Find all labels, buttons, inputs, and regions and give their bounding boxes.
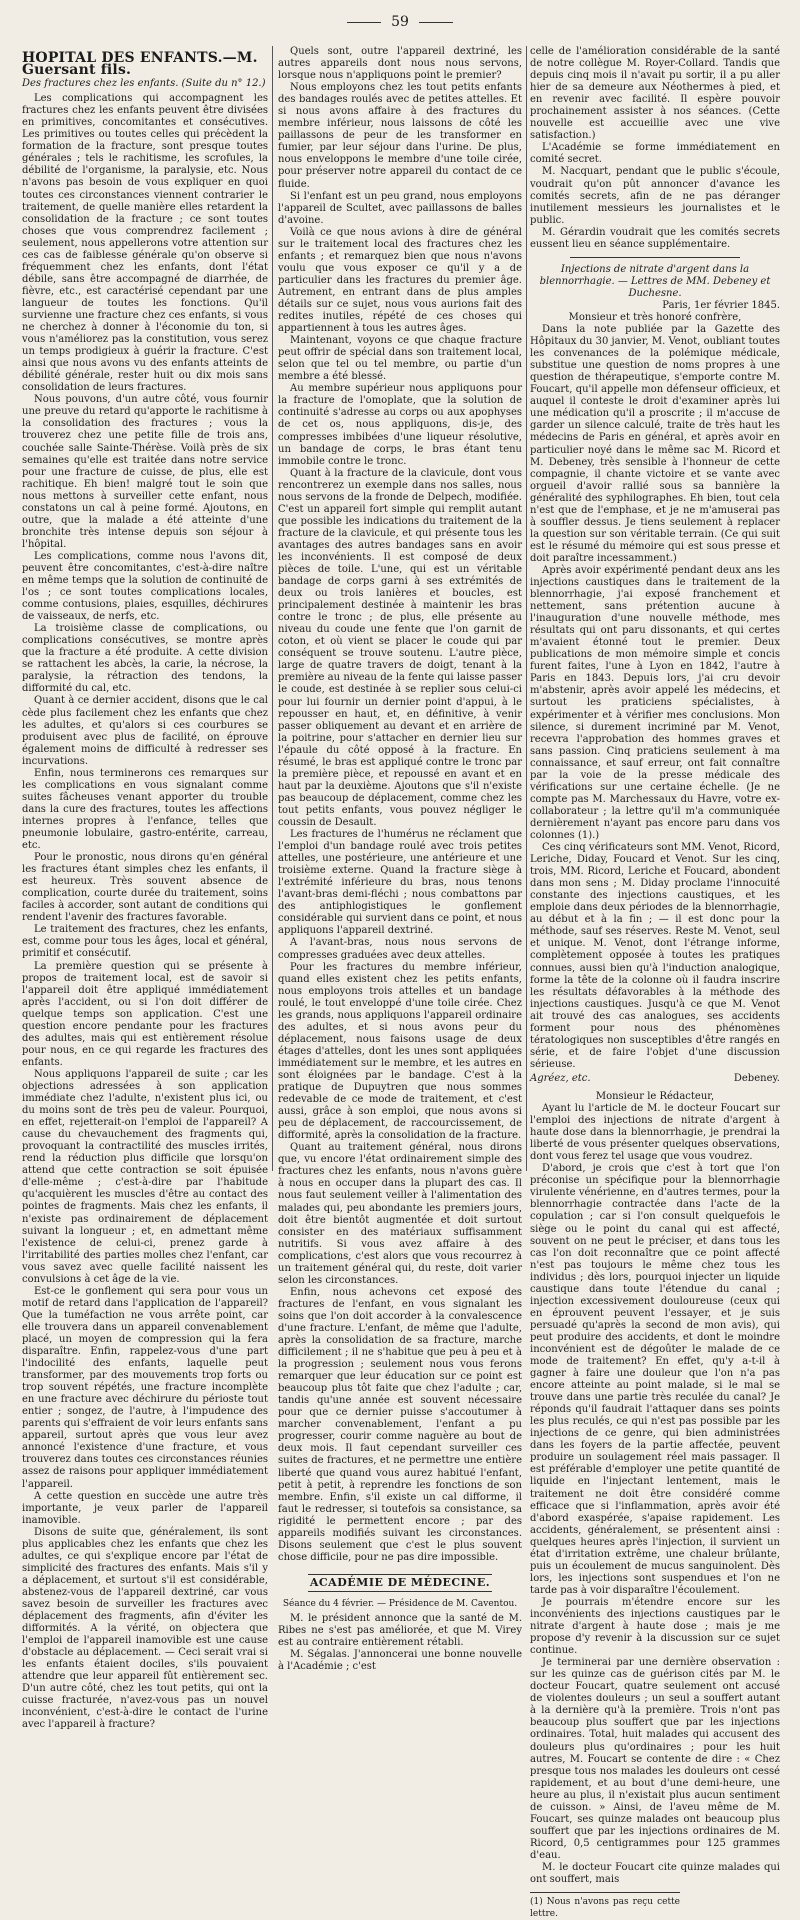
column-3: [530, 46, 780, 1920]
paragraph: Les fractures de l'humérus ne réclament que l'emploi d'un bandage roulé avec trois petites attelles, une postérieure, une antérieure et une troisième externe. Quand la fracture siège à l'extrémité inférieure du bras, nous tenons l'avant-bras demi-fléchi ; nous combattons par des antiphlogistiques le gonflement considérable qui survient dans ce point, et nous appliquons l'appareil dextriné.: [278, 829, 522, 937]
paragraph: Disons de suite que, généralement, ils sont plus applicables chez les enfants que chez les adultes, ce qui s'explique encore par l'état de simplicité des fractures des enfants. Mais s'il y a déplacement, et surtout s'il est considérable, abstenez-vous de l'appareil dextriné, car vous savez besoin de surveiller les fractures avec déplacement des fragments, afin d'éviter les difformités. A la vérité, on objectera que l'emploi de l'appareil inamovible est une cause d'obstacle au déplacement. — Ceci serait vrai si les enfants étaient dociles, s'ils pouvaient attendre que leur appareil fût entièrement sec. D'un autre côté, chez les tout petits, qui ont la cuisse fracturée, n'avez-vous pas un nouvel inconvénient, c'est-à-dire le contact de l'urine avec l'appareil à fracture?: [22, 1526, 268, 1731]
letter-title: Injections de nitrate d'argent dans la blennorrhagie. — Lettres de MM. Debeney et Duchesne.: [539, 263, 771, 299]
paragraph: Pour le pronostic, nous dirons qu'en général les fractures étant simples chez les enfants, il est heureux. Très souvent absence de complication, courte durée du traitement, soins faciles à accorder, sont autant de conditions qui rendent l'avenir des fractures favorable.: [22, 852, 268, 924]
paragraph: M. le docteur Foucart cite quinze malades qui ont souffert, mais: [530, 1861, 780, 1886]
salutation: Monsieur le Rédacteur,: [595, 1090, 715, 1102]
paragraph: Je terminerai par une dernière observation : sur les quinze cas de guérison cités par M. le docteur Foucart, quatre seulement ont accusé de violentes douleurs ; un seul a souffert autant à la dernière qu'à la première. Trois n'ont pas beaucoup plus souffert que par les injections ordinaires. Total, huit malades qui accusent des douleurs plus qu'ordinaires ; pour les huit autres, M. Foucart se contente de dire : « Chez presque tous nos malades les douleurs ont cessé rapidement, et au bout d'une demi-heure, une heure au plus, il n'existait plus aucun sentiment de cuisson. » Ainsi, de l'aveu même de M. Foucart, ses quinze malades ont beaucoup plus souffert que par les injections ordinaires de M. Ricord, 0,5 centigrammes pour 125 grammes d'eau.: [530, 1657, 780, 1861]
paragraph: M. Gérardin voudrait que les comités secrets eussent lieu en séance supplémentaire.: [530, 226, 780, 250]
salutation: Monsieur et très honoré confrère,: [568, 311, 742, 323]
column-2: [278, 46, 522, 1673]
dateline: Paris, 1er février 1845.: [662, 299, 780, 311]
paragraph: A cette question en succède une autre très importante, je veux parler de l'appareil inamovible.: [22, 1490, 268, 1526]
section-title: ACADÉMIE DE MÉDECINE.: [309, 1575, 491, 1589]
paragraph: Au membre supérieur nous appliquons pour la fracture de l'omoplate, que la solution de continuité s'adresse au corps ou aux apophyses de cet os, nous appliquons, dis-je, des compresses imbibées d'une liqueur résolutive, un bandage de corps, le bras étant tenu immobile contre le tronc.: [278, 383, 522, 467]
paragraph: Enfin, nous terminerons ces remarques sur les complications en vous signalant comme suites fâcheuses venant apporter du trouble dans la cure des fractures, toutes les affections internes propres à l'enfance, telles que pneumonie lobulaire, gastro-entérite, carreau, etc.: [22, 767, 268, 852]
paragraph: Nous pouvons, d'un autre côté, vous fournir une preuve du retard qu'apporte le rachitisme à la consolidation des fractures ; vous la trouverez chez une petite fille de trois ans, couchée salle Sainte-Thérèse. Voilà près de six semaines qu'elle est traitée dans notre service pour une fracture de cuisse, de plus, elle est rachitique. Eh bien! malgré tout le soin que nous mettons à surveiller cette enfant, nous constatons un cal à peine formé. Ajoutons, en outre, que la malade a été atteinte d'une bronchite très intense depuis son séjour à l'hôpital.: [22, 394, 268, 550]
paragraph: Voilà ce que nous avions à dire de général sur le traitement local des fractures chez les enfants ; et remarquez bien que nous n'avons voulu que vous exposer ce qu'il y a de particulier dans les fractures du premier âge. Autrement, en entrant dans de plus amples détails sur ce sujet, nous vous aurions fait des redites inutiles, répété de ces choses qui appartiennent à tous les autres âges.: [278, 226, 522, 335]
paragraph: Les complications qui accompagnent les fractures chez les enfants peuvent être divisées en primitives, concomitantes et consécutives. Les primitives ou toutes celles qui précèdent la formation de la fracture, sont presque toutes générales ; tels le rachitisme, les scrofules, la débilité de l'organisme, la paralysie, etc. Nous n'avons pas besoin de vous expliquer en quoi toutes ces circonstances viennent contrarier le traitement, de quelle manière elles retardent la consolidation de la fracture ; ce sont toutes choses que vous comprendrez facilement ; seulement, nous appellerons votre attention sur ces cas de faiblesse générale qu'on observe si fréquemment chez les enfants, dont l'état débile, sans être accompagné de diarrhée, de fièvre, etc., est caractérisé cependant par une langueur de toutes les fonctions. Qu'il survienne une fracture chez ces enfants, si vous ne cherchez à donner à l'économie du ton, si vous n'améliorez pas la constitution, vous serez un temps prodigieux à guérir la fracture. C'est ainsi que nous avons vu des enfants atteints de débilité générale, rester huit ou dix mois sans consolidation de leurs fractures.: [22, 93, 268, 394]
paragraph: L'Académie se forme immédiatement en comité secret.: [530, 142, 780, 166]
signature: Debeney.: [733, 1072, 780, 1084]
paragraph: Maintenant, voyons ce que chaque fracture peut offrir de spécial dans son traitement local, selon que tel ou tel membre, ou partie d'un membre a été blessé.: [278, 335, 522, 383]
paragraph: Est-ce le gonflement qui sera pour vous un motif de retard dans l'application de l'appareil? Que la tuméfaction ne vous arrête point, car elle trouvera dans un appareil convenablement placé, un moyen de compression qui la fera disparaître. Enfin, rappelez-vous d'une part l'indocilité des enfants, laquelle peut transformer, par des mouvements trop forts ou trop souvent répétés, une fracture incomplète en une fracture avec déchirure du périoste tout entier ; songez, de l'autre, à l'impudence des parents qui s'effraient de voir leurs enfants sans appareil, surtout après que vous leur avez annoncé l'existence d'une fracture, et vous trouverez dans toutes ces circonstances réunies assez de raisons pour appliquer immédiatement l'appareil.: [22, 1285, 268, 1490]
column-rule: [526, 46, 527, 1171]
section-header: [278, 1574, 522, 1592]
paragraph: La troisième classe de complications, ou complications consécutives, se montre après que la fracture a été produite. A cette division se rattachent les abcès, la carie, la nécrose, la paralysie, la rétraction des tendons, la difformité du cal, etc.: [22, 623, 268, 695]
paragraph: Enfin, nous achevons cet exposé des fractures de l'enfant, en vous signalant les soins que l'on doit accorder à la convalescence d'une fracture. L'enfant, de même que l'adulte, après la consolidation de sa fracture, marche difficilement ; il ne s'habitue que peu à peu et à la progression ; seulement nous vous ferons remarquer que leur éducation sur ce point est beaucoup plus tôt faite que chez l'adulte ; car, tandis qu'une année est souvent nécessaire pour que ce dernier puisse s'accoutumer à marcher convenablement, l'enfant a pu progresser, courir comme naguère au bout de deux mois. Il faut cependant surveiller ces suites de fractures, et ne permettre une entière liberté que quand vous aurez habitué l'enfant, petit à petit, à reprendre les fonctions de son membre. Enfin, s'il existe un cal difforme, il faut le redresser, si toutefois sa consistance, sa rigidité le permettent encore ; par des appareils modifiés suivant les circonstances. Disons seulement que c'est le plus souvent chose difficile, pour ne pas dire impossible.: [278, 1286, 522, 1563]
paragraph: Nous employons chez les tout petits enfants des bandages roulés avec de petites attelles. Et si nous avons affaire à des fractures du membre inférieur, nous laissons de côté les paillassons de peur de les transformer en fumier, par leur séjour dans l'urine. De plus, nous enveloppons le membre d'une toile cirée, pour préserver notre appareil du contact de ce fluide.: [278, 82, 522, 190]
paragraph: La première question qui se présente à propos de traitement local, est de savoir si l'appareil doit être appliqué immédiatement après l'accident, ou si l'on doit différer de quelque temps son application. C'est une question encore pendante pour les fractures des adultes, mais qui est entièrement résolue pour nous, en ce qui regarde les fractures des enfants.: [22, 960, 268, 1068]
paragraph: Je pourrais m'étendre encore sur les inconvénients des injections caustiques par le nitrate d'argent à haute dose ; mais je me propose d'y revenir à la discussion sur ce sujet continue.: [530, 1596, 780, 1657]
paragraph: Les complications, comme nous l'avons dit, peuvent être concomitantes, c'est-à-dire naître en même temps que la solution de continuité de l'os ; ce sont toutes complications locales, comme contusions, plaies, esquilles, déchirures de vaisseaux, de nerfs, etc.: [22, 550, 268, 623]
paragraph: Quant au traitement général, nous dirons que, vu encore l'état ordinairement simple des fractures chez les enfants, nous n'avons guère à nous en occuper dans la plupart des cas. Il nous faut seulement veiller à l'alimentation des malades qui, peu abondante les premiers jours, doit être bientôt augmentée et doit surtout consister en des matériaux suffisamment nutritifs. Si vous avez affaire à des complications, c'est alors que vous recourrez à un traitement général qui, du reste, doit varier selon les circonstances.: [278, 1142, 522, 1286]
paragraph: Ces cinq vérificateurs sont MM. Venot, Ricord, Leriche, Diday, Foucard et Venot. Sur les cinq, trois, MM. Ricord, Leriche et Foucard, abondent dans mon sens ; M. Diday proclame l'innocuité constante des injections caustiques, et les emploie dans deux périodes de la blennorrhagie, au début et à la fin ; — il est donc pour la méthode, sauf ses réserves. Reste M. Venot, seul et unique. M. Venot, dont l'étrange informe, complètement opposée à toutes les pratiques connues, aussi bien qu'à l'induction analogique, forme la tête de la colonne où il faudra inscrire les résultats défavorables à la méthode des injections caustiques. Jusqu'à ce que M. Venot ait trouvé des cas analogues, ses accidents forment pour nous des phénomènes tératologiques non susceptibles d'être rangés en série, et de faire l'objet d'une discussion sérieuse.: [530, 842, 780, 1070]
article-title: HOPITAL DES ENFANTS.—M. Guersant fils.: [22, 50, 258, 79]
divider: [308, 1574, 492, 1575]
paragraph: M. Nacquart, pendant que le public s'écoule, voudrait qu'on pût annoncer d'avance les comités secrets, afin de ne pas déranger inutilement messieurs les journalistes et le public.: [530, 166, 780, 226]
paragraph: M. Ségalas. J'annoncerai une bonne nouvelle à l'Académie ; c'est: [278, 1649, 522, 1673]
seance-line: Séance du 4 février. — Présidence de M. Caventou.: [282, 1598, 518, 1609]
paragraph: Quant à ce dernier accident, disons que le cal cède plus facilement chez les enfants que chez les adultes, et qu'alors si ces courbures se produisent avec plus de facilité, on éprouve également moins de difficulté à redresser ses incurvations.: [22, 695, 268, 767]
paragraph: Le traitement des fractures, chez les enfants, est, comme pour tous les âges, local et général, primitif et consécutif.: [22, 924, 268, 960]
footnote: (1) Nous n'avons pas reçu cette lettre.: [530, 1892, 680, 1920]
column-1: [22, 46, 268, 1731]
paragraph: Ayant lu l'article de M. le docteur Foucart sur l'emploi des injections de nitrate d'argent à haute dose dans la blennorrhagie, je prendrai la liberté de vous présenter quelques observations, dont vous ferez tel usage que vous voudrez.: [530, 1103, 780, 1163]
paragraph: Quels sont, outre l'appareil dextriné, les autres appareils dont nous nous servons, lorsque nous n'appliquons point le premier?: [278, 46, 522, 82]
paragraph: Dans la note publiée par la Gazette des Hôpitaux du 30 janvier, M. Venot, oubliant toutes les convenances de la polémique médicale, substitue une question de noms propres à une question de thérapeutique, s'emporte contre M. Foucart, qu'il appelle mon défenseur officieux, et auquel il conteste le droit d'examiner après lui une médication qu'il a proscrite ; il m'accuse de garder un silence calculé, traite de très haut les médecins de Paris en général, et après avoir en particulier noyé dans le même sac M. Ricord et M. Debeney, très sensible à l'honneur de cette compagnie, il chante victoire et se vante avec orgueil d'avoir rallié sous sa bannière la généralité des syphilographes. Eh bien, tout cela n'est que de l'emphase, et je ne m'amuserai pas à souffler dessus. Je tiens seulement à replacer la question sur son véritable terrain. (Ce qui suit est le résumé du mémoire qui est sous presse et doit paraître incessamment.): [530, 324, 780, 564]
paragraph: Pour les fractures du membre inférieur, quand elles existent chez les petits enfants, nous employons trois attelles et un bandage roulé, le tout enveloppé d'une toile cirée. Chez les grands, nous appliquons l'appareil ordinaire des adultes, et si nous avons peur du déplacement, nous faisons usage de deux étages d'attelles, dont les unes sont appliquées immédiatement sur le membre, et les autres en sont éloignées par le bandage. C'est à la pratique de Dupuytren que nous sommes redevable de ce mode de traitement, et c'est aussi, grâce à son emploi, que nous avons si peu de déplacement, de raccourcissement, de difformité, après la consolidation de la fracture.: [278, 961, 522, 1142]
closing: Agréez, etc.: [530, 1072, 591, 1084]
article-subtitle: Des fractures chez les enfants. (Suite du n° 12.): [22, 78, 266, 90]
column-rule: [272, 46, 273, 1171]
paragraph: D'abord, je crois que c'est à tort que l'on préconise un spécifique pour la blennorrhagie virulente vénérienne, en d'autres termes, pour la blennorrhagie contractée dans l'acte de la copulation ; car si l'on consult quelquefois le siège ou le point du canal qui est affecté, souvent on ne peut le préciser, et dans tous les cas l'on doit reconnaître que ce point affecté n'est pas toujours le même chez tous les individus ; dès lors, pourquoi injecter un liquide caustique dans toute l'étendue du canal ; injection excessivement douloureuse (ceux qui en éprouvent peuvent l'essayer, et je suis persuadé qu'après la second de mon avis), qui peut produire des accidents, et dont le moindre inconvénient est de dégoûter le malade de ce mode de traitement? En effet, qu'y a-t-il à gagner à faire une douleur que l'on n'a pas encore atteinte au point malade, si le mal se trouve dans une partie très reculée du canal? Je réponds qu'il faudrait l'attaquer dans ses points les plus reculés, ce qui n'est pas possible par les injections de ce genre, qui bien administrées dans les foyers de la partie affectée, peuvent produire un soulagement réel mais passager. Il est préférable d'employer une petite quantité de liquide en l'injectant lentement, mais le traitement ne doit être considéré comme efficace que si l'inflammation, après avoir été d'abord exaspérée, s'apaise rapidement. Les accidents, généralement, se présentent ainsi : quelques heures après l'injection, il survient un état d'irritation extrême, une chaleur brûlante, puis un écoulement de mucus sanguinolent. Dès lors, les injections sont suspendues et l'on ne tarde pas à voir disparaître l'écoulement.: [530, 1163, 780, 1596]
paragraph: celle de l'amélioration considérable de la santé de notre collègue M. Royer-Collard. Tandis que depuis cinq mois il n'avait pu sortir, il a pu aller hier de sa demeure aux Néothermes à pied, et en revenir avec facilité. Il espère pouvoir prochainement assister à nos séances. (Cette nouvelle est accueillie avec une vive satisfaction.): [530, 46, 780, 142]
paragraph: Après avoir expérimenté pendant deux ans les injections caustiques dans le traitement de la blennorrhagie, j'ai exposé franchement et nettement, sans prétention aucune à l'inauguration d'une nouvelle méthode, mes résultats qui ont paru dissonants, et qui certes m'avaient étonné tout le premier. Deux publications de mon mémoire simple et concis furent faites, l'une à Lyon en 1842, l'autre à Paris en 1843. Depuis lors, j'ai cru devoir m'abstenir, après avoir appelé les médecins, et surtout les praticiens spécialistes, à expérimenter et à vérifier mes conclusions. Mon silence, si durement incriminé par M. Venot, recevra l'approbation des hommes graves et sans passion. Cinq praticiens seulement à ma connaissance, et sauf erreur, ont fait connaître par la voie de la presse médicale des vérifications sur une certaine échelle. (Je ne compte pas M. Marchessaux du Havre, votre ex-collaborateur ; la lettre qu'il m'a communiquée dernièrement n'ayant pas encore paru dans vos colonnes (1).): [530, 564, 780, 841]
divider: [308, 1591, 492, 1592]
paragraph: Nous appliquons l'appareil de suite ; car les objections adressées à son application immédiate chez l'adulte, n'existent plus ici, ou du moins sont de très peu de valeur. Pourquoi, en effet, rejetterait-on l'emploi de l'appareil? A cause du chevauchement des fragments qui, provoquant la contractilité des muscles irrités, rend la réduction plus difficile que lorsqu'on attend que cette contraction se soit épuisée d'elle-même ; c'est-à-dire par l'habitude qu'acquièrent les muscles d'être au contact des pointes de fragments. Mais chez les enfants, il n'existe pas ordinairement de déplacement suivant la longueur ; et, en admettant même l'existence de celui-ci, prenez garde à l'irritabilité des parties molles chez l'enfant, car vous savez avec quelle facilité naissent les convulsions à cet âge de la vie.: [22, 1068, 268, 1285]
divider: [570, 257, 740, 258]
paragraph: Quant à la fracture de la clavicule, dont vous rencontrerez un exemple dans nos salles, nous nous servons de la fronde de Delpech, modifiée. C'est un appareil fort simple qui remplit autant que possible les indications du traitement de la fracture de la clavicule, et qui présente tous les avantages des autres bandages sans en avoir les inconvénients. Il est composé de deux pièces de toile. L'une, qui est un véritable bandage de corps garni à ses extrémités de deux ou trois lanières et boucles, est principalement destinée à maintenir les bras contre le tronc ; de plus, elle présente au niveau du coude une fente que l'on garnit de coton, et où vient se placer le coude qui par conséquent se trouve soutenu. L'autre pièce, large de quatre travers de doigt, tenant à la première au niveau de la fente qui laisse passer le coude, est destinée à se replier sous celui-ci pour lui fournir un dernier point d'appui, à le repousser en haut, et, en définitive, à venir passer obliquement au devant et en arrière de la poitrine, pour s'attacher en dernier lieu sur l'épaule du côté opposé à la fracture. En résumé, le bras est appliqué contre le tronc par la première pièce, et repoussé en avant et en haut par la deuxième. Ajoutons que s'il n'existe pas beaucoup de déplacement, comme chez les tout petits enfants, vous pouvez négliger le coussin de Desault.: [278, 467, 522, 828]
paragraph: A l'avant-bras, nous nous servons de compresses graduées avec deux attelles.: [278, 937, 522, 961]
signature-line: [530, 1073, 780, 1085]
page-number: 59: [0, 14, 800, 30]
paragraph: M. le président annonce que la santé de M. Ribes ne s'est pas améliorée, et que M. Virey est au contraire entièrement rétabli.: [278, 1613, 522, 1649]
paragraph: Si l'enfant est un peu grand, nous employons l'appareil de Scultet, avec paillassons de balles d'avoine.: [278, 190, 522, 226]
